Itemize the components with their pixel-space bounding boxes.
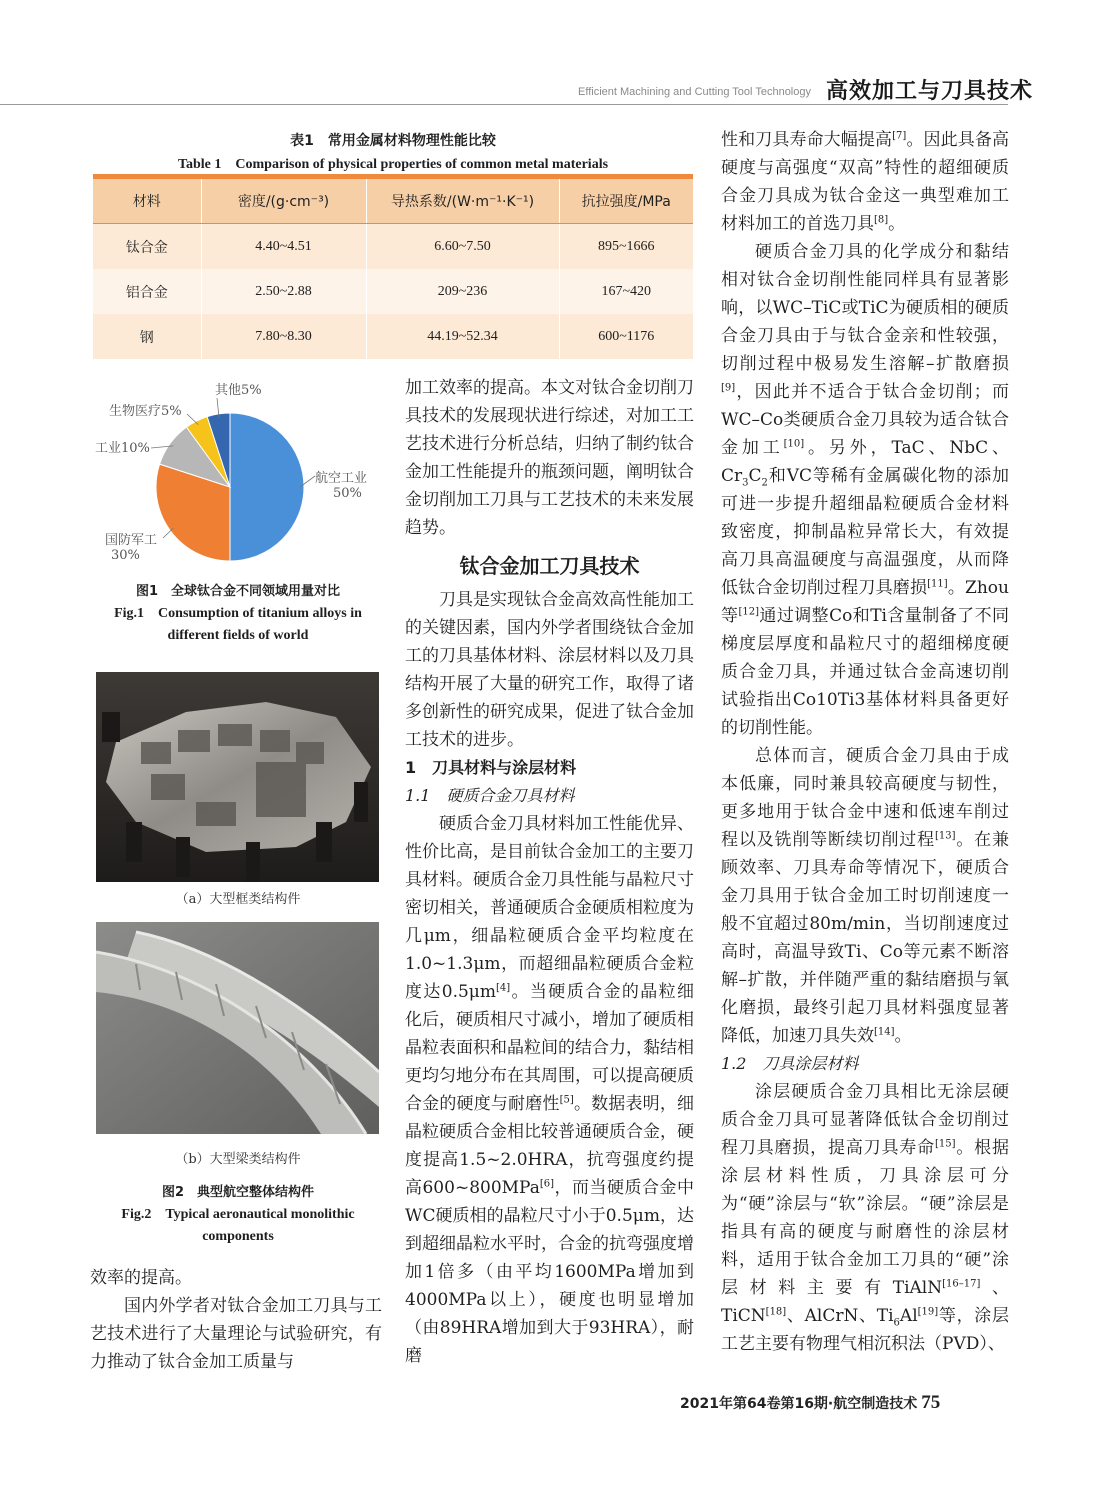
text-run: 、AlCrN、Ti [786, 1306, 894, 1326]
table-cell: 钢 [93, 314, 201, 359]
text-run: 硬质合金刀具的化学成分和黏结相对钛合金切削性能同样具有显著影响，以WC–TiC或TiC为硬质相的硬质合金刀具由于与钛合金亲和性较强，切削过程中极易发生溶解–扩散磨损 [721, 242, 1009, 374]
table-cell: 2.50~2.88 [201, 269, 366, 314]
fig2-caption-cn: 图2 典型航空整体结构件 [161, 1185, 315, 1200]
running-header-en: Efficient Machining and Cutting Tool Technology [578, 86, 811, 98]
citation-ref: [9] [721, 382, 736, 394]
paragraph [721, 126, 1009, 238]
text-run: 。Zhou等 [721, 578, 1009, 626]
table-cell: 4.40~4.51 [201, 224, 366, 270]
citation-ref: [7] [892, 130, 907, 142]
text-run: 。另外，TaC、NbC、Cr [721, 438, 1009, 486]
citation-ref: [15] [934, 1138, 956, 1150]
fig2-caption-en-1: Fig.2 Typical aeronautical monolithic [121, 1207, 355, 1222]
text-run: 通过调整Co和Ti含量制备了不同梯度层厚度和晶粒尺寸的超细梯度硬质合金刀具，并通过钛合金高速切削试验指出Co10Ti3基体材料具备更好的切削性能。 [721, 606, 1009, 738]
subscript: 3 [742, 477, 749, 489]
citation-ref: [18] [765, 1306, 787, 1318]
citation-ref: [16–17] [942, 1278, 981, 1290]
table-row [93, 224, 693, 270]
pie-label: 生物医疗5% [109, 404, 182, 419]
text-run: 。当硬质合金的晶粒细化后，硬质相尺寸减小，增加了硬质相晶粒表面积和晶粒间的结合力，黏结相更均匀地分布在其周围，可以提高硬质合金的硬度与耐磨性 [405, 982, 694, 1114]
paragraph [405, 810, 694, 1370]
pie-label: 航空工业 50% [315, 471, 368, 501]
paragraph [721, 742, 1009, 1050]
citation-ref: [12] [738, 606, 759, 618]
table1-header-row [93, 179, 693, 224]
text-run: 等，涂层工艺主要有物理气相沉积法（PVD）、 [721, 1306, 1010, 1354]
running-header-cn: 高效加工与刀具技术 [826, 79, 1034, 104]
citation-ref: [8] [874, 214, 889, 226]
citation-ref: [4] [495, 982, 511, 994]
citation-ref: [13] [934, 830, 956, 842]
citation-ref: [5] [559, 1094, 574, 1106]
table1-header-cell: 导热系数/(W·m⁻¹·K⁻¹) [366, 179, 559, 224]
text-run: ，而当硬质合金中WC硬质相的晶粒尺寸小于0.5μm，达到超细晶粒水平时，合金的抗弯强度增加1倍多（由平均1600MPa增加到4000MPa以上），硬度也明显增加（由89HRA增加到大于93HRA），耐磨 [405, 1178, 695, 1366]
table-cell: 钛合金 [93, 224, 201, 270]
beam-component-image [96, 922, 379, 1134]
table-cell: 209~236 [366, 269, 559, 314]
table1-caption-en: Table 1 Comparison of physical properties of common metal materials [177, 157, 609, 172]
text-run: 性和刀具寿命大幅提高 [721, 130, 893, 150]
fig2-caption [93, 1182, 383, 1248]
frame-component-image [96, 672, 379, 882]
paragraph: 国内外学者对钛合金加工刀具与工艺技术进行了大量理论与试验研究，有力推动了钛合金加工质量与 [90, 1296, 382, 1372]
paragraph [721, 238, 1009, 742]
fig1-caption-cn: 图1 全球钛合金不同领域用量对比 [135, 584, 341, 599]
text-run: 和VC等稀有金属碳化物的添加可进一步提升超细晶粒硬质合金材料致密度，抑制晶粒异常长大，有效提高刀具高温硬度与高温强度，从而降低钛合金切削过程刀具磨损 [721, 466, 1009, 598]
text-run: ，因此并不适合于钛合金切削；而WC–Co类硬质合金刀具较为适合钛合金加工 [721, 382, 1009, 458]
beam-component-photo [96, 922, 379, 1134]
pie-slice-0 [230, 413, 304, 561]
text-run: 涂层硬质合金刀具相比无涂层硬质合金刀具可显著降低钛合金切削过程刀具磨损，提高刀具寿命 [721, 1082, 1009, 1158]
heading-1-2: 1.2 刀具涂层材料 [721, 1054, 859, 1073]
table1 [93, 179, 693, 359]
heading-1: 1 刀具材料与涂层材料 [405, 758, 577, 777]
citation-ref: [14] [874, 1026, 895, 1038]
table-cell: 895~1666 [559, 224, 693, 270]
heading-1-1: 1.1 硬质合金刀具材料 [405, 786, 575, 805]
table-cell: 6.60~7.50 [366, 224, 559, 270]
page-footer [680, 1392, 940, 1414]
fig1-caption [93, 581, 383, 647]
citation-ref: [11] [927, 578, 948, 590]
table1-header-cell: 密度/(g·cm⁻³) [201, 179, 366, 224]
frame-component-photo [96, 672, 379, 882]
table-cell: 7.80~8.30 [201, 314, 366, 359]
text-run: 。根据涂层材料性质，刀具涂层可分为“硬”涂层与“软”涂层。“硬”涂层是指具有高的硬度与耐磨性的涂层材料，适用于钛合金加工刀具的“硬”涂层材料主要有TiAlN [721, 1138, 1010, 1298]
right-column-text [721, 126, 1009, 1358]
text-run: C [748, 466, 762, 486]
fig2-sub-caption-b: （b）大型梁类结构件 [175, 1152, 301, 1167]
table1-header-cell: 抗拉强度/MPa [559, 179, 693, 224]
citation-ref: [6] [539, 1178, 555, 1190]
subscript: 6 [893, 1317, 900, 1329]
section-title: 钛合金加工刀具技术 [459, 554, 640, 578]
pie-label: 工业10% [95, 441, 150, 456]
table-cell: 44.19~52.34 [366, 314, 559, 359]
table1-header-cell: 材料 [93, 179, 201, 224]
text-run: 。在兼顾效率、刀具寿命等情况下，硬质合金刀具用于钛合金加工时切削速度一般不宜超过80m/min，当切削速度过高时，高温导致Ti、Co等元素不断溶解–扩散，并伴随严重的黏结磨损与氧化磨损，最终引起刀具材料强度显著降低，加速刀具失效 [721, 830, 1010, 1046]
left-column-text [90, 1264, 382, 1376]
fig1-caption-en-2: different fields of world [167, 628, 309, 643]
journal-issue: 2021年第64卷第16期·航空制造技术 [680, 1396, 918, 1412]
pie-label: 国防军工 30% [105, 533, 158, 563]
table1-caption-cn: 表1 常用金属材料物理性能比较 [290, 133, 496, 149]
table-cell: 167~420 [559, 269, 693, 314]
table-row [93, 314, 693, 359]
paragraph: 刀具是实现钛合金高效高性能加工的关键因素，国内外学者围绕钛合金加工的刀具基体材料、涂层材料以及刀具结构开展了大量的研究工作，取得了诸多创新性的研究成果，促进了钛合金加工技术的进步。 [405, 590, 694, 750]
paragraph [721, 1078, 1009, 1358]
text-run: 。因此具备高硬度与高强度“双高”特性的超细硬质合金刀具成为钛合金这一典型难加工材料加工的首选刀具 [721, 130, 1010, 234]
text-run: 、TiCN [721, 1278, 1009, 1326]
text-run: 。数据表明，细晶粒硬质合金相比较普通硬质合金，硬度提高1.5~2.0HRA，抗弯强度约提高600~800MPa [405, 1094, 695, 1198]
paragraph: 加工效率的提高。本文对钛合金切削刀具技术的发展现状进行综述，对加工工艺技术进行分析总结，归纳了制约钛合金加工性能提升的瓶颈问题，阐明钛合金切削加工刀具与工艺技术的未来发展趋势。 [405, 378, 694, 538]
fig1-pie-chart [93, 378, 383, 570]
citation-ref: [10] [783, 438, 805, 450]
text-run: Al [899, 1306, 918, 1326]
fig1-caption-en-1: Fig.1 Consumption of titanium alloys in [114, 606, 362, 621]
fig2-sub-caption-a: （a）大型框类结构件 [175, 892, 301, 907]
fig2-caption-en-2: components [202, 1229, 274, 1244]
header-rule [0, 104, 1008, 105]
subscript: 2 [761, 477, 768, 489]
table-cell: 铝合金 [93, 269, 201, 314]
text-run: 。 [894, 1026, 912, 1046]
table-row [93, 269, 693, 314]
middle-column-text [405, 374, 694, 1370]
page-number: 75 [921, 1392, 941, 1413]
text-run: 总体而言，硬质合金刀具由于成本低廉，同时兼具较高硬度与韧性，更多地用于钛合金中速和低速车削过程以及铣削等断续切削过程 [721, 746, 1009, 850]
text-run: 硬质合金刀具材料加工性能优异、性价比高，是目前钛合金加工的主要刀具材料。硬质合金刀具性能与晶粒尺寸密切相关，普通硬质合金硬质相粒度为几μm，细晶粒硬质合金平均粒度在1.0~1.3μm，而超细晶粒硬质合金粒度达0.5μm [405, 814, 694, 1002]
pie-label: 其他5% [215, 383, 262, 398]
paragraph: 效率的提高。 [90, 1268, 192, 1288]
citation-ref: [19] [917, 1306, 939, 1318]
table-cell: 600~1176 [559, 314, 693, 359]
text-run: 。 [888, 214, 906, 234]
